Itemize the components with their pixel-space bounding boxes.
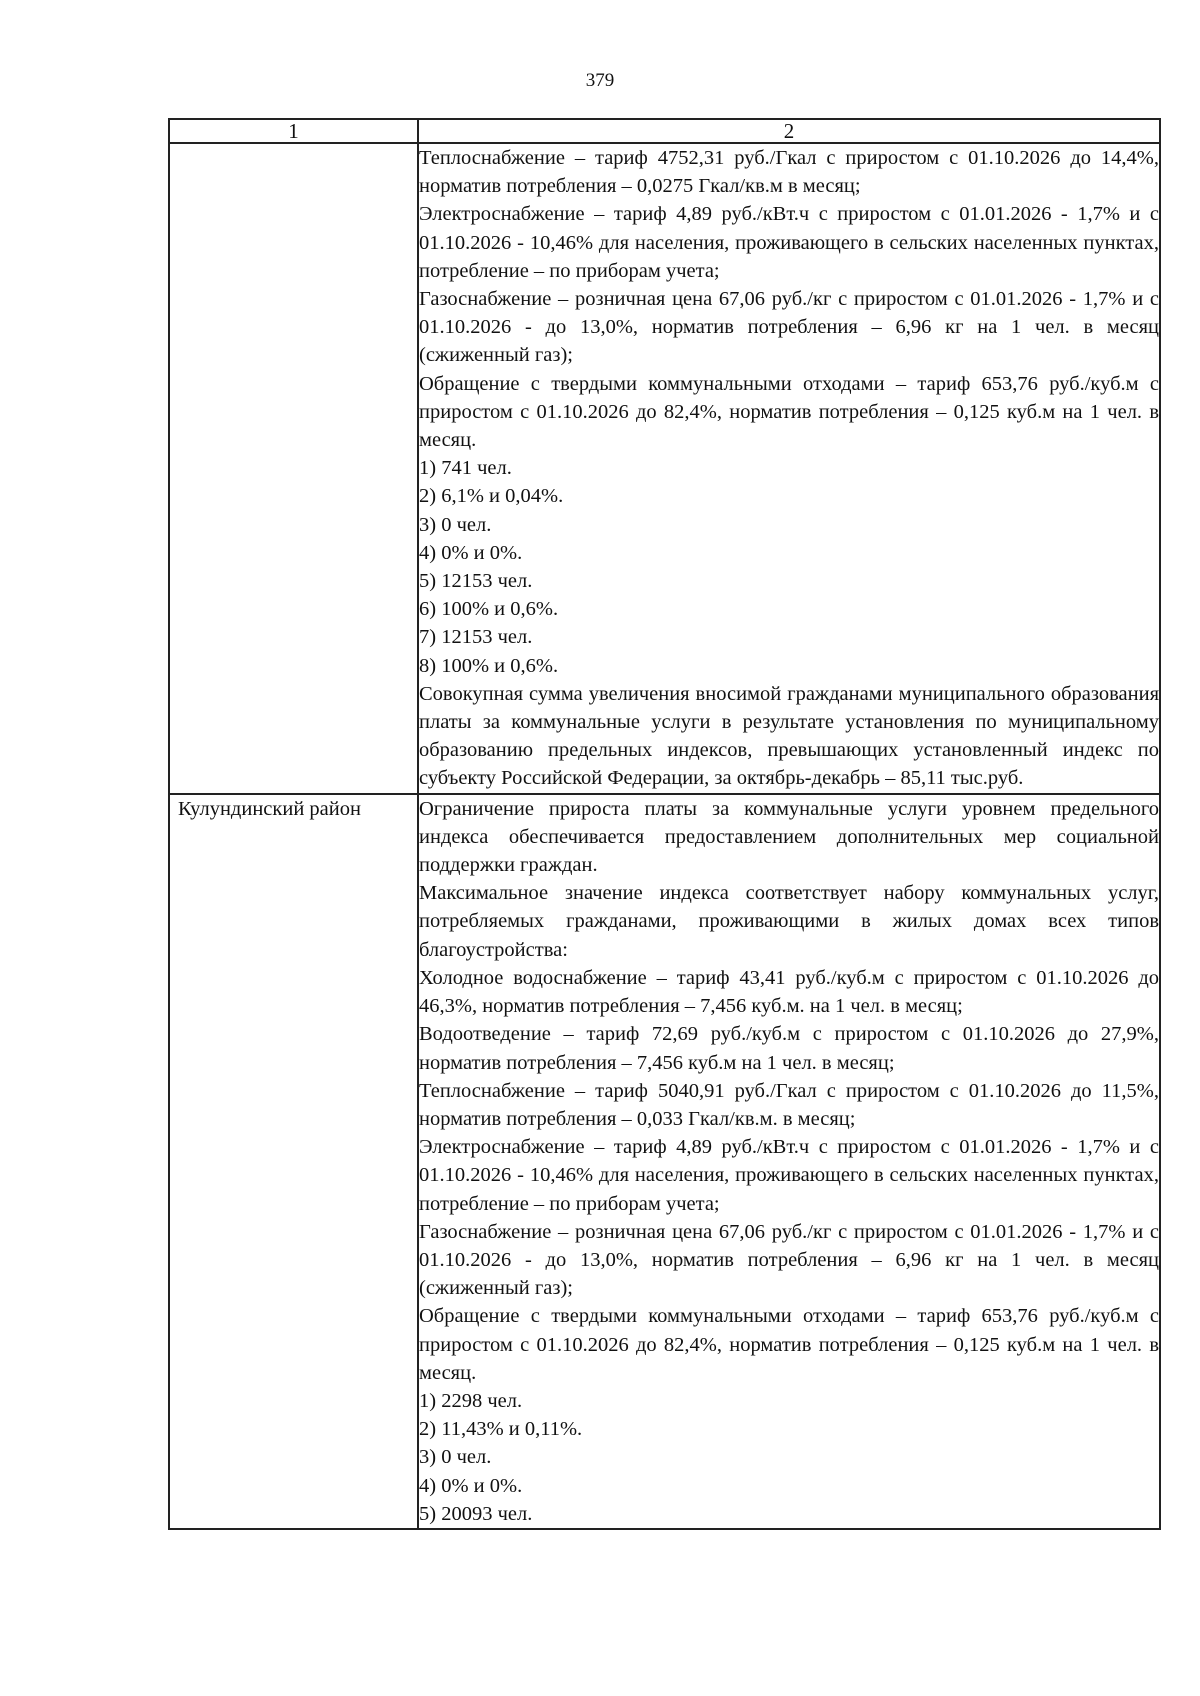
- paragraph-heat-supply: Теплоснабжение – тариф 5040,91 руб./Гкал с приростом с 01.10.2026 до 11,5%, норматив потребления – 0,033 Гкал/кв.м. в месяц;: [419, 1079, 1159, 1130]
- list-item: 4) 0% и 0%.: [419, 541, 523, 564]
- paragraph-gas-supply: Газоснабжение – розничная цена 67,06 руб./кг с приростом с 01.01.2026 - 1,7% и с 01.10.2026 - до 13,0%, норматив потребления – 6,96 кг на 1 чел. в месяц (сжиженный газ);: [419, 1220, 1159, 1300]
- list-item: 1) 741 чел.: [419, 457, 512, 480]
- description-cell: [418, 794, 1160, 1529]
- list-item: 3) 0 чел.: [419, 1446, 492, 1469]
- column-header-2: 2: [418, 119, 1160, 143]
- paragraph-total-increase: Совокупная сумма увеличения вносимой гражданами муниципального образования платы за коммунальные услуги в результате установления по муниципальному образованию предельных индексов, превышающих установленный индекс по субъекту Российской Федерации, за октябрь-декабрь – 85,11 тыс.руб.: [419, 682, 1159, 790]
- list-item: 5) 20093 чел.: [419, 1502, 533, 1525]
- paragraph-electricity-supply: Электроснабжение – тариф 4,89 руб./кВт.ч с приростом с 01.01.2026 - 1,7% и с 01.10.2026 - 10,46% для населения, проживающего в сельских населенных пунктах, потребление – по приборам учета;: [419, 1136, 1159, 1215]
- district-cell: [169, 794, 418, 1529]
- column-header-1: 1: [169, 119, 418, 143]
- paragraph-limit-growth: Ограничение прироста платы за коммунальные услуги уровнем предельного индекса обеспечивается предоставлением дополнительных мер социальной поддержки граждан.: [419, 797, 1159, 877]
- paragraph-heat-supply: Теплоснабжение – тариф 4752,31 руб./Гкал с приростом с 01.10.2026 до 14,4%, норматив потребления – 0,0275 Гкал/кв.м в месяц;: [419, 147, 1159, 198]
- district-name: Кулундинский район: [178, 797, 361, 820]
- paragraph-cold-water-supply: Холодное водоснабжение – тариф 43,41 руб./куб.м с приростом с 01.10.2026 до 46,3%, норматив потребления – 7,456 куб.м. на 1 чел. в месяц;: [419, 966, 1159, 1018]
- data-table: [168, 118, 1161, 1530]
- list-item: 1) 2298 чел.: [419, 1389, 523, 1412]
- table-row: [169, 143, 1160, 794]
- list-item: 2) 11,43% и 0,11%.: [419, 1418, 583, 1441]
- list-item: 2) 6,1% и 0,04%.: [419, 485, 564, 508]
- paragraph-electricity-supply: Электроснабжение – тариф 4,89 руб./кВт.ч с приростом с 01.01.2026 - 1,7% и с 01.10.2026 - 10,46% для населения, проживающего в сельских населенных пунктах, потребление – по приборам учета;: [419, 203, 1159, 282]
- paragraph-max-index: Максимальное значение индекса соответствует набору коммунальных услуг, потребляемых гражданами, проживающими в жилых домах всех типов благоустройства:: [419, 882, 1159, 961]
- district-cell: [169, 143, 418, 794]
- list-item: 7) 12153 чел.: [419, 626, 533, 649]
- table-row: [169, 794, 1160, 1529]
- paragraph-gas-supply: Газоснабжение – розничная цена 67,06 руб./кг с приростом с 01.01.2026 - 1,7% и с 01.10.2026 - до 13,0%, норматив потребления – 6,96 кг на 1 чел. в месяц (сжиженный газ);: [419, 288, 1159, 367]
- paragraph-waste-management: Обращение с твердыми коммунальными отходами – тариф 653,76 руб./куб.м с приростом с 01.10.2026 до 82,4%, норматив потребления – 0,125 куб.м на 1 чел. в месяц.: [419, 1305, 1159, 1384]
- list-item: 6) 100% и 0,6%.: [419, 598, 559, 621]
- paragraph-water-disposal: Водоотведение – тариф 72,69 руб./куб.м с приростом с 01.10.2026 до 27,9%, норматив потребления – 7,456 куб.м на 1 чел. в месяц;: [419, 1023, 1159, 1074]
- list-item: 4) 0% и 0%.: [419, 1474, 523, 1497]
- list-item: 3) 0 чел.: [419, 513, 492, 536]
- paragraph-waste-management: Обращение с твердыми коммунальными отходами – тариф 653,76 руб./куб.м с приростом с 01.10.2026 до 82,4%, норматив потребления – 0,125 куб.м на 1 чел. в месяц.: [419, 372, 1159, 452]
- description-cell: [418, 143, 1160, 794]
- list-item: 8) 100% и 0,6%.: [419, 654, 559, 677]
- list-item: 5) 12153 чел.: [419, 570, 533, 593]
- table-header-row: [169, 119, 1160, 143]
- page-number: 379: [585, 70, 615, 91]
